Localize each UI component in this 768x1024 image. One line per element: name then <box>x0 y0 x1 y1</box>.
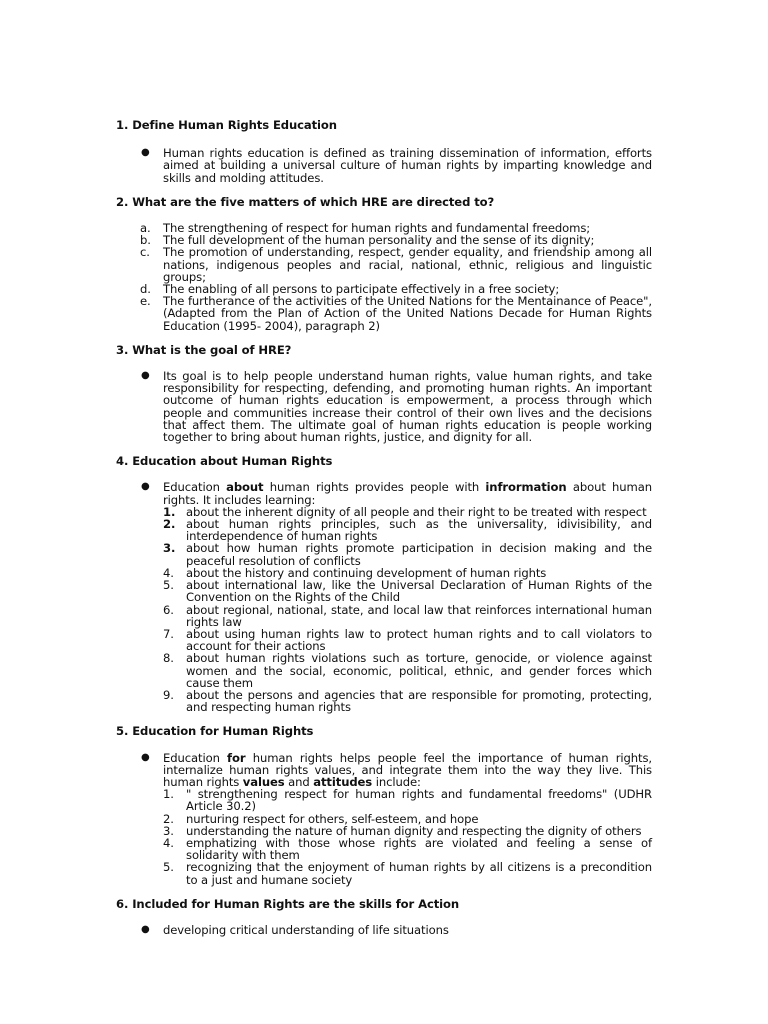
list-item-text: The promotion of understanding, respect, gender equality, and friendship among all nations, indigenous peoples and racial, national, ethnic, religious and linguistic groups; <box>163 245 652 284</box>
list-item-text: about the history and continuing development of human rights <box>186 565 547 580</box>
section-heading: 2. What are the five matters of which HRE are directed to? <box>116 194 495 209</box>
bullet-paragraph <box>116 924 652 936</box>
bullet-icon: ● <box>141 751 150 763</box>
list-marker: 5. <box>163 860 174 875</box>
list-item <box>163 861 652 885</box>
list-item <box>163 628 652 652</box>
list-item-text: about regional, national, state, and local law that reinforces international human rights law <box>186 602 652 629</box>
section-heading: 6. Included for Human Rights are the skills for Action <box>116 896 460 911</box>
list-item <box>163 652 652 689</box>
list-item <box>163 689 652 713</box>
list-marker: a. <box>140 221 151 236</box>
list-marker: 9. <box>163 687 174 702</box>
list-marker: 7. <box>163 626 174 641</box>
list-marker: 8. <box>163 651 174 666</box>
list-item <box>163 579 652 603</box>
list-marker: 2. <box>163 811 174 826</box>
list-item-text: The furtherance of the activities of the United Nations for the Mentainance of Peace", (Adapted from the Plan of Action of the United Nations Decade for Human Rights Education (1995- 2004), paragraph 2) <box>163 294 652 333</box>
list-marker: b. <box>140 233 151 248</box>
document-content <box>116 119 652 936</box>
list-item-text: about human rights violations such as torture, genocide, or violence against women and the social, economic, political, ethnic, and gender forces which cause them <box>186 651 652 690</box>
bullet-paragraph <box>116 370 652 443</box>
list-marker: d. <box>140 282 151 297</box>
bullet-text: Human rights education is defined as training dissemination of information, efforts aimed at building a universal culture of human rights by imparting knowledge and skills and molding attitudes. <box>163 146 652 185</box>
list-item-text: about international law, like the Universal Declaration of Human Rights of the Convention on the Rights of the Child <box>186 578 652 605</box>
list-marker: 4. <box>163 565 174 580</box>
alpha-list <box>116 222 652 332</box>
list-marker: 4. <box>163 835 174 850</box>
list-marker: 1. <box>163 787 174 802</box>
list-item-text: about how human rights promote participation in decision making and the peaceful resolution of conflicts <box>186 541 652 568</box>
list-item-text: nurturing respect for others, self-esteem, and hope <box>186 811 479 826</box>
section-heading: 3. What is the goal of HRE? <box>116 342 292 357</box>
numbered-list <box>163 788 652 886</box>
numbered-list <box>163 506 652 713</box>
list-item-text: understanding the nature of human dignity and respecting the dignity of others <box>186 823 642 838</box>
list-item-text: recognizing that the enjoyment of human rights by all citizens is a precondition to a just and humane society <box>186 860 652 887</box>
list-item <box>163 542 652 566</box>
list-item <box>163 604 652 628</box>
bullet-text: developing critical understanding of life situations <box>163 922 449 937</box>
list-marker: e. <box>140 294 151 309</box>
list-item-text: about human rights principles, such as the universality, idivisibility, and interdependence of human rights <box>186 517 652 544</box>
list-marker: 2. <box>163 517 176 532</box>
list-marker: 3. <box>163 541 176 556</box>
bullet-text: Its goal is to help people understand human rights, value human rights, and take responsibility for respecting, defending, and promoting human rights. An important outcome of human rights education is empowerment, a process through which people and communities increase their control of their own lives and the decisions that affect them. The ultimate goal of human rights education is people working together to bring about human rights, justice, and dignity for all. <box>163 369 652 445</box>
bullet-icon: ● <box>141 370 150 382</box>
list-item-text: about using human rights law to protect human rights and to call violators to account for their actions <box>186 626 652 654</box>
section-heading: 4. Education about Human Rights <box>116 454 333 469</box>
bullet-text: Education about human rights provides people with infrormation about human rights. It includes learning: <box>163 480 652 507</box>
list-item-text: about the persons and agencies that are responsible for promoting, protecting, and respecting human rights <box>186 687 652 715</box>
list-marker: c. <box>140 245 150 260</box>
list-item-text: " strengthening respect for human rights and fundamental freedoms" (UDHR Article 30.2) <box>186 787 652 814</box>
section-heading: 1. Define Human Rights Education <box>116 118 337 132</box>
bullet-paragraph <box>116 752 652 886</box>
list-item <box>163 837 652 861</box>
list-item <box>163 788 652 812</box>
list-item <box>116 246 652 283</box>
list-item <box>116 295 652 332</box>
bullet-paragraph <box>116 481 652 713</box>
list-item <box>163 518 652 542</box>
bullet-icon: ● <box>141 923 150 935</box>
list-marker: 5. <box>163 578 174 593</box>
list-marker: 6. <box>163 602 174 617</box>
bullet-paragraph <box>116 147 652 184</box>
list-item-text: The strengthening of respect for human rights and fundamental freedoms; <box>163 221 591 236</box>
list-item-text: emphatizing with those whose rights are violated and feeling a sense of solidarity with them <box>186 835 652 863</box>
bullet-icon: ● <box>141 147 150 159</box>
list-item-text: The full development of the human personality and the sense of its dignity; <box>163 233 595 248</box>
section-heading: 5. Education for Human Rights <box>116 724 314 739</box>
list-marker: 1. <box>163 504 176 519</box>
bullet-text: Education for human rights helps people feel the importance of human rights, internalize human rights values, and integrate them into the way they live. This human rights values and attitudes include: <box>163 750 652 789</box>
bullet-icon: ● <box>141 481 150 493</box>
list-marker: 3. <box>163 823 174 838</box>
list-item-text: The enabling of all persons to participate effectively in a free society; <box>163 282 560 297</box>
list-item-text: about the inherent dignity of all people and their right to be treated with respect <box>186 504 647 519</box>
